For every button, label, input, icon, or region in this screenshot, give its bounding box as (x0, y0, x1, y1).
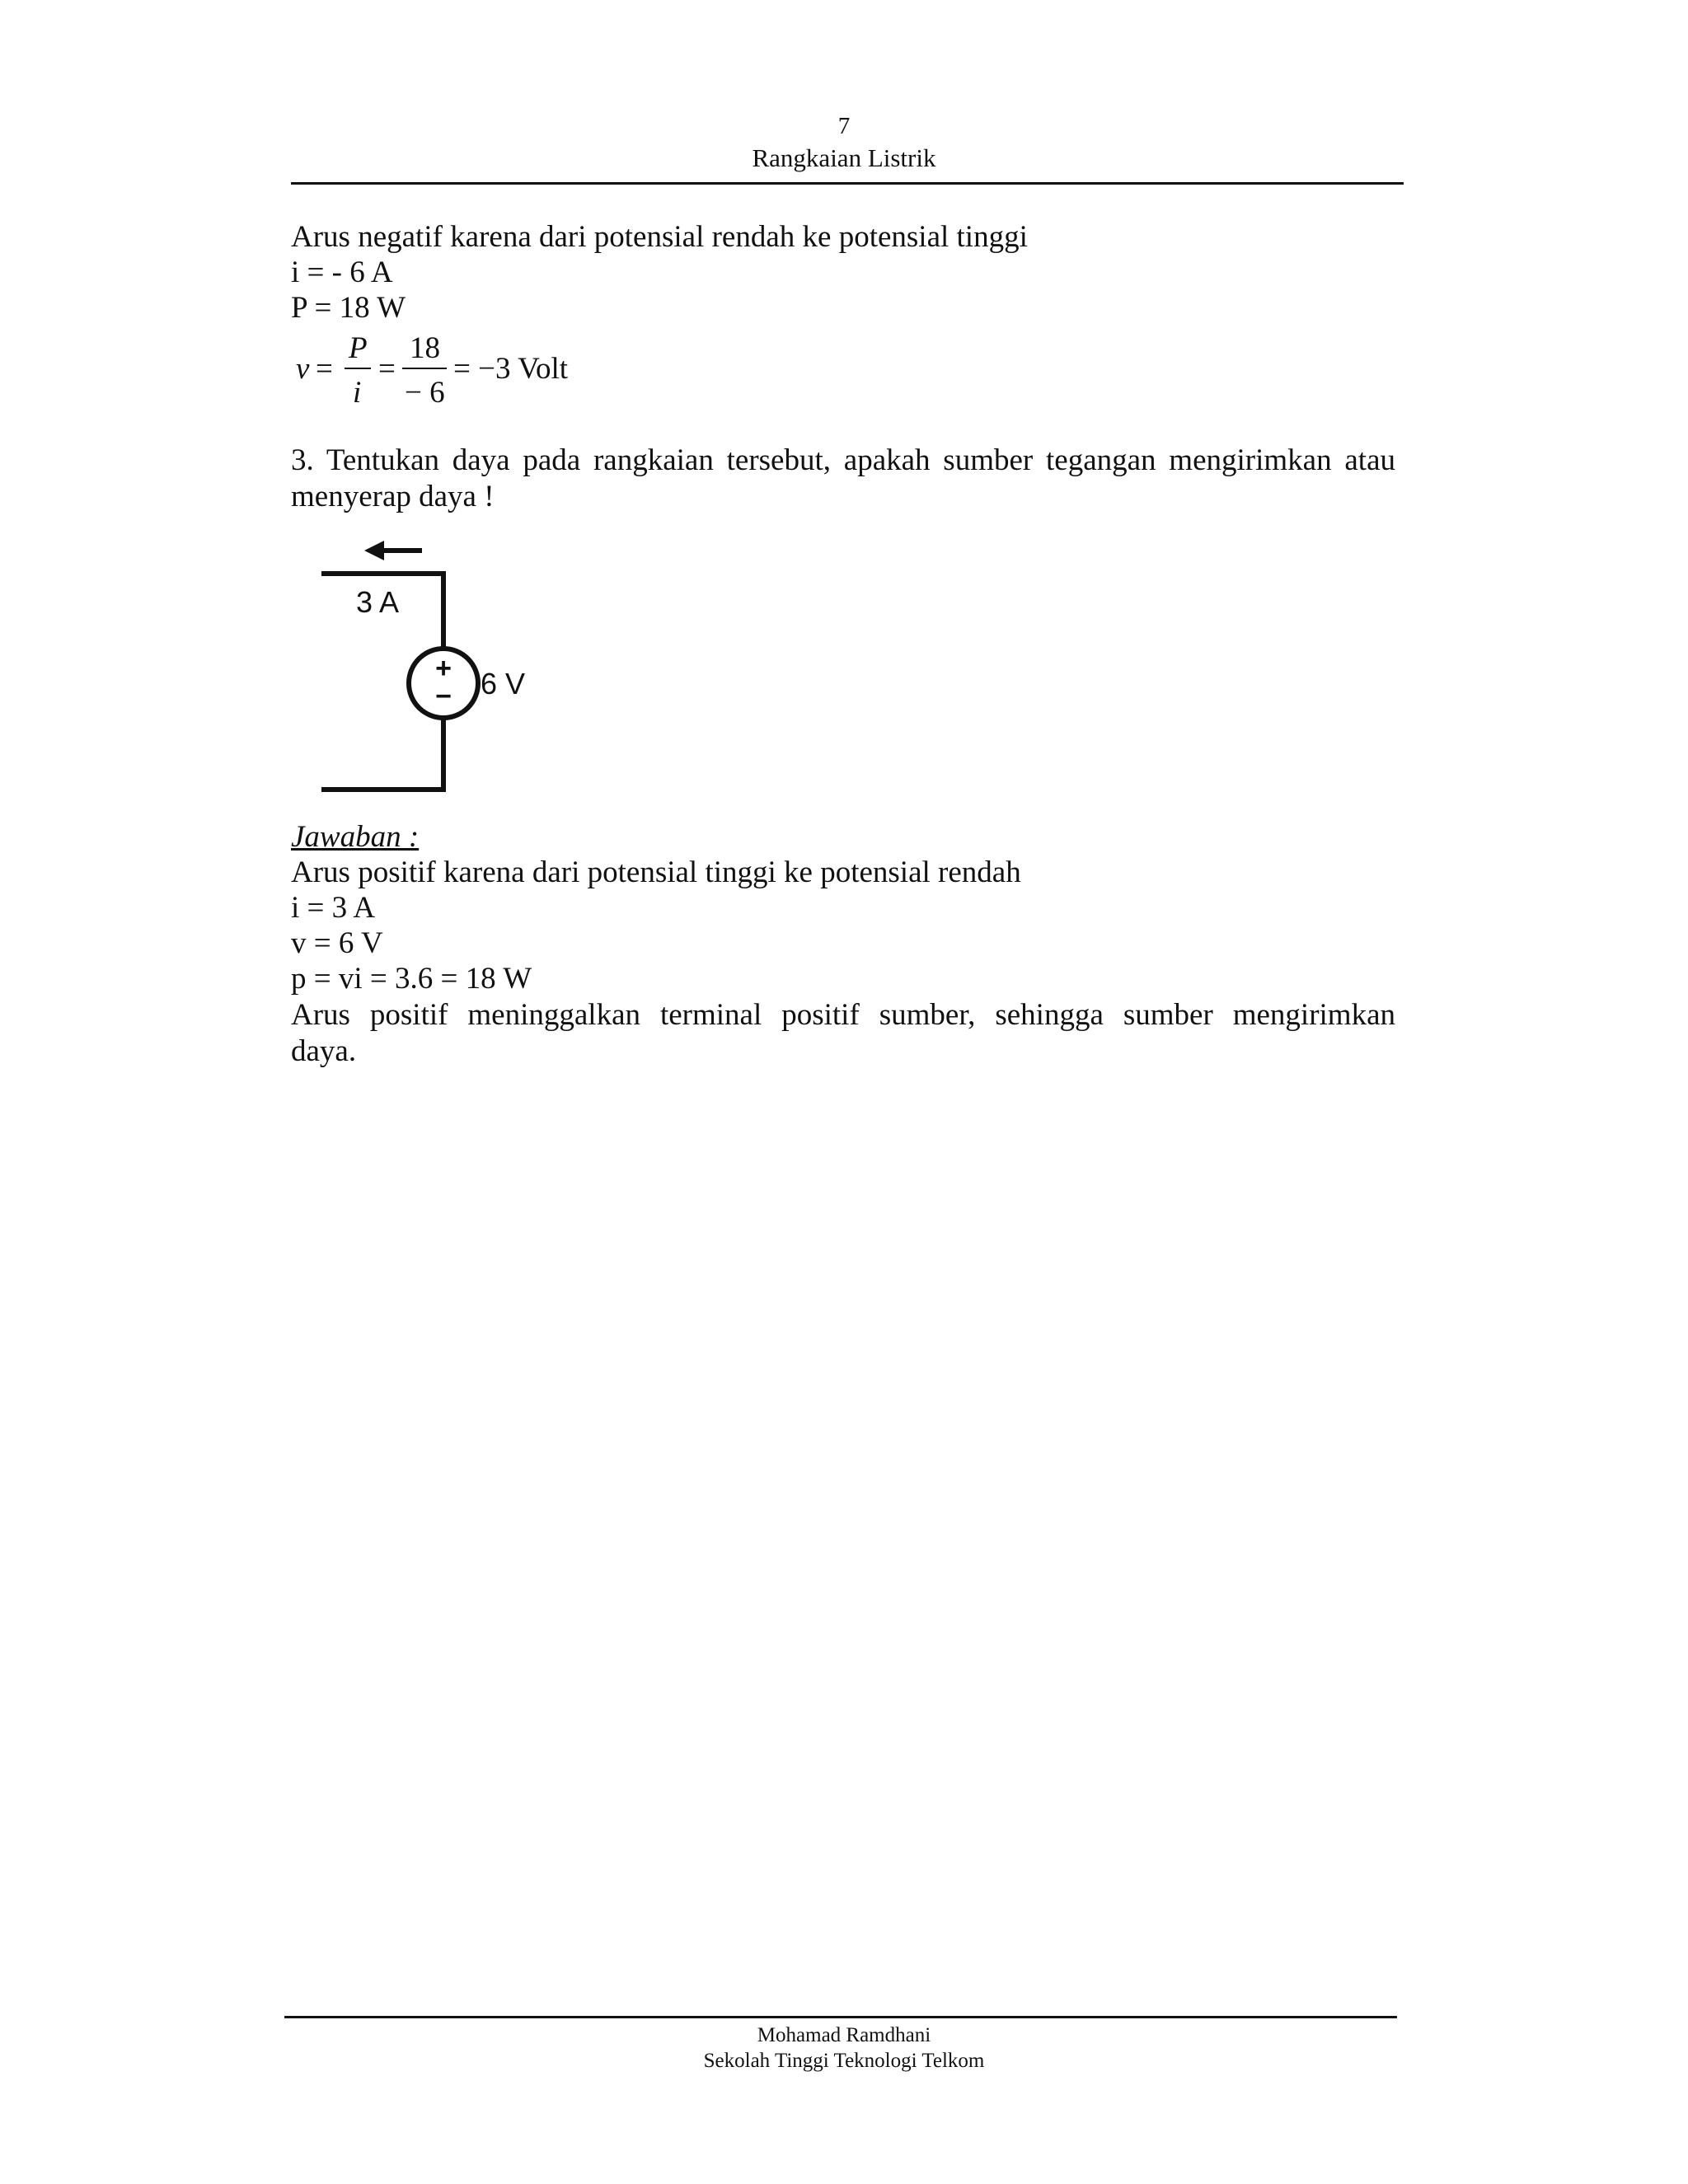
header-title: Rangkaian Listrik (752, 143, 936, 172)
header-rule (291, 182, 1404, 185)
plus-symbol: + (435, 653, 452, 684)
footer-rule (284, 2016, 1397, 2018)
page-number: 7 (837, 113, 851, 139)
voltage-label: 6 V (481, 667, 526, 701)
answer-power: p = vi = 3.6 = 18 W (291, 962, 532, 996)
eq-numerator-2: 18 (410, 331, 440, 365)
eq-numerator-1: P (349, 331, 368, 365)
current-value: i = - 6 A (291, 255, 393, 289)
question-3-line-1: 3. Tentukan daya pada rangkaian tersebut, apakah sumber tegangan mengirimkan atau (291, 443, 1395, 477)
answer-conclusion-line-2: daya. (291, 1034, 357, 1068)
power-value: P = 18 W (291, 291, 406, 325)
positive-current-explanation: Arus positif karena dari potensial tinggi ke potensial rendah (291, 855, 1021, 889)
eq-denominator-2: − 6 (405, 376, 445, 410)
footer-author: Mohamad Ramdhani (757, 2024, 931, 2046)
question-3-line-2: menyerap daya ! (291, 480, 495, 513)
bottom-wire (321, 715, 443, 790)
answer-conclusion-line-1: Arus positif meninggalkan terminal positif sumber, sehingga sumber mengirimkan (291, 998, 1395, 1032)
footer-institution: Sekolah Tinggi Teknologi Telkom (703, 2050, 985, 2072)
eq-sign-1: = (316, 352, 333, 386)
eq-lhs: v (296, 352, 310, 386)
current-label: 3 A (356, 585, 400, 619)
answer-voltage: v = 6 V (291, 926, 383, 960)
voltage-equation (293, 328, 606, 410)
current-arrow-icon (364, 541, 384, 560)
minus-symbol: − (435, 681, 452, 712)
negative-current-explanation: Arus negatif karena dari potensial rendah ke potensial tinggi (291, 220, 1028, 254)
eq-result: = −3 Volt (453, 352, 569, 386)
answer-heading: Jawaban : (291, 820, 420, 854)
circuit-diagram (288, 518, 560, 814)
eq-denominator-1: i (353, 376, 362, 410)
eq-sign-2: = (378, 352, 396, 386)
answer-current: i = 3 A (291, 891, 376, 925)
